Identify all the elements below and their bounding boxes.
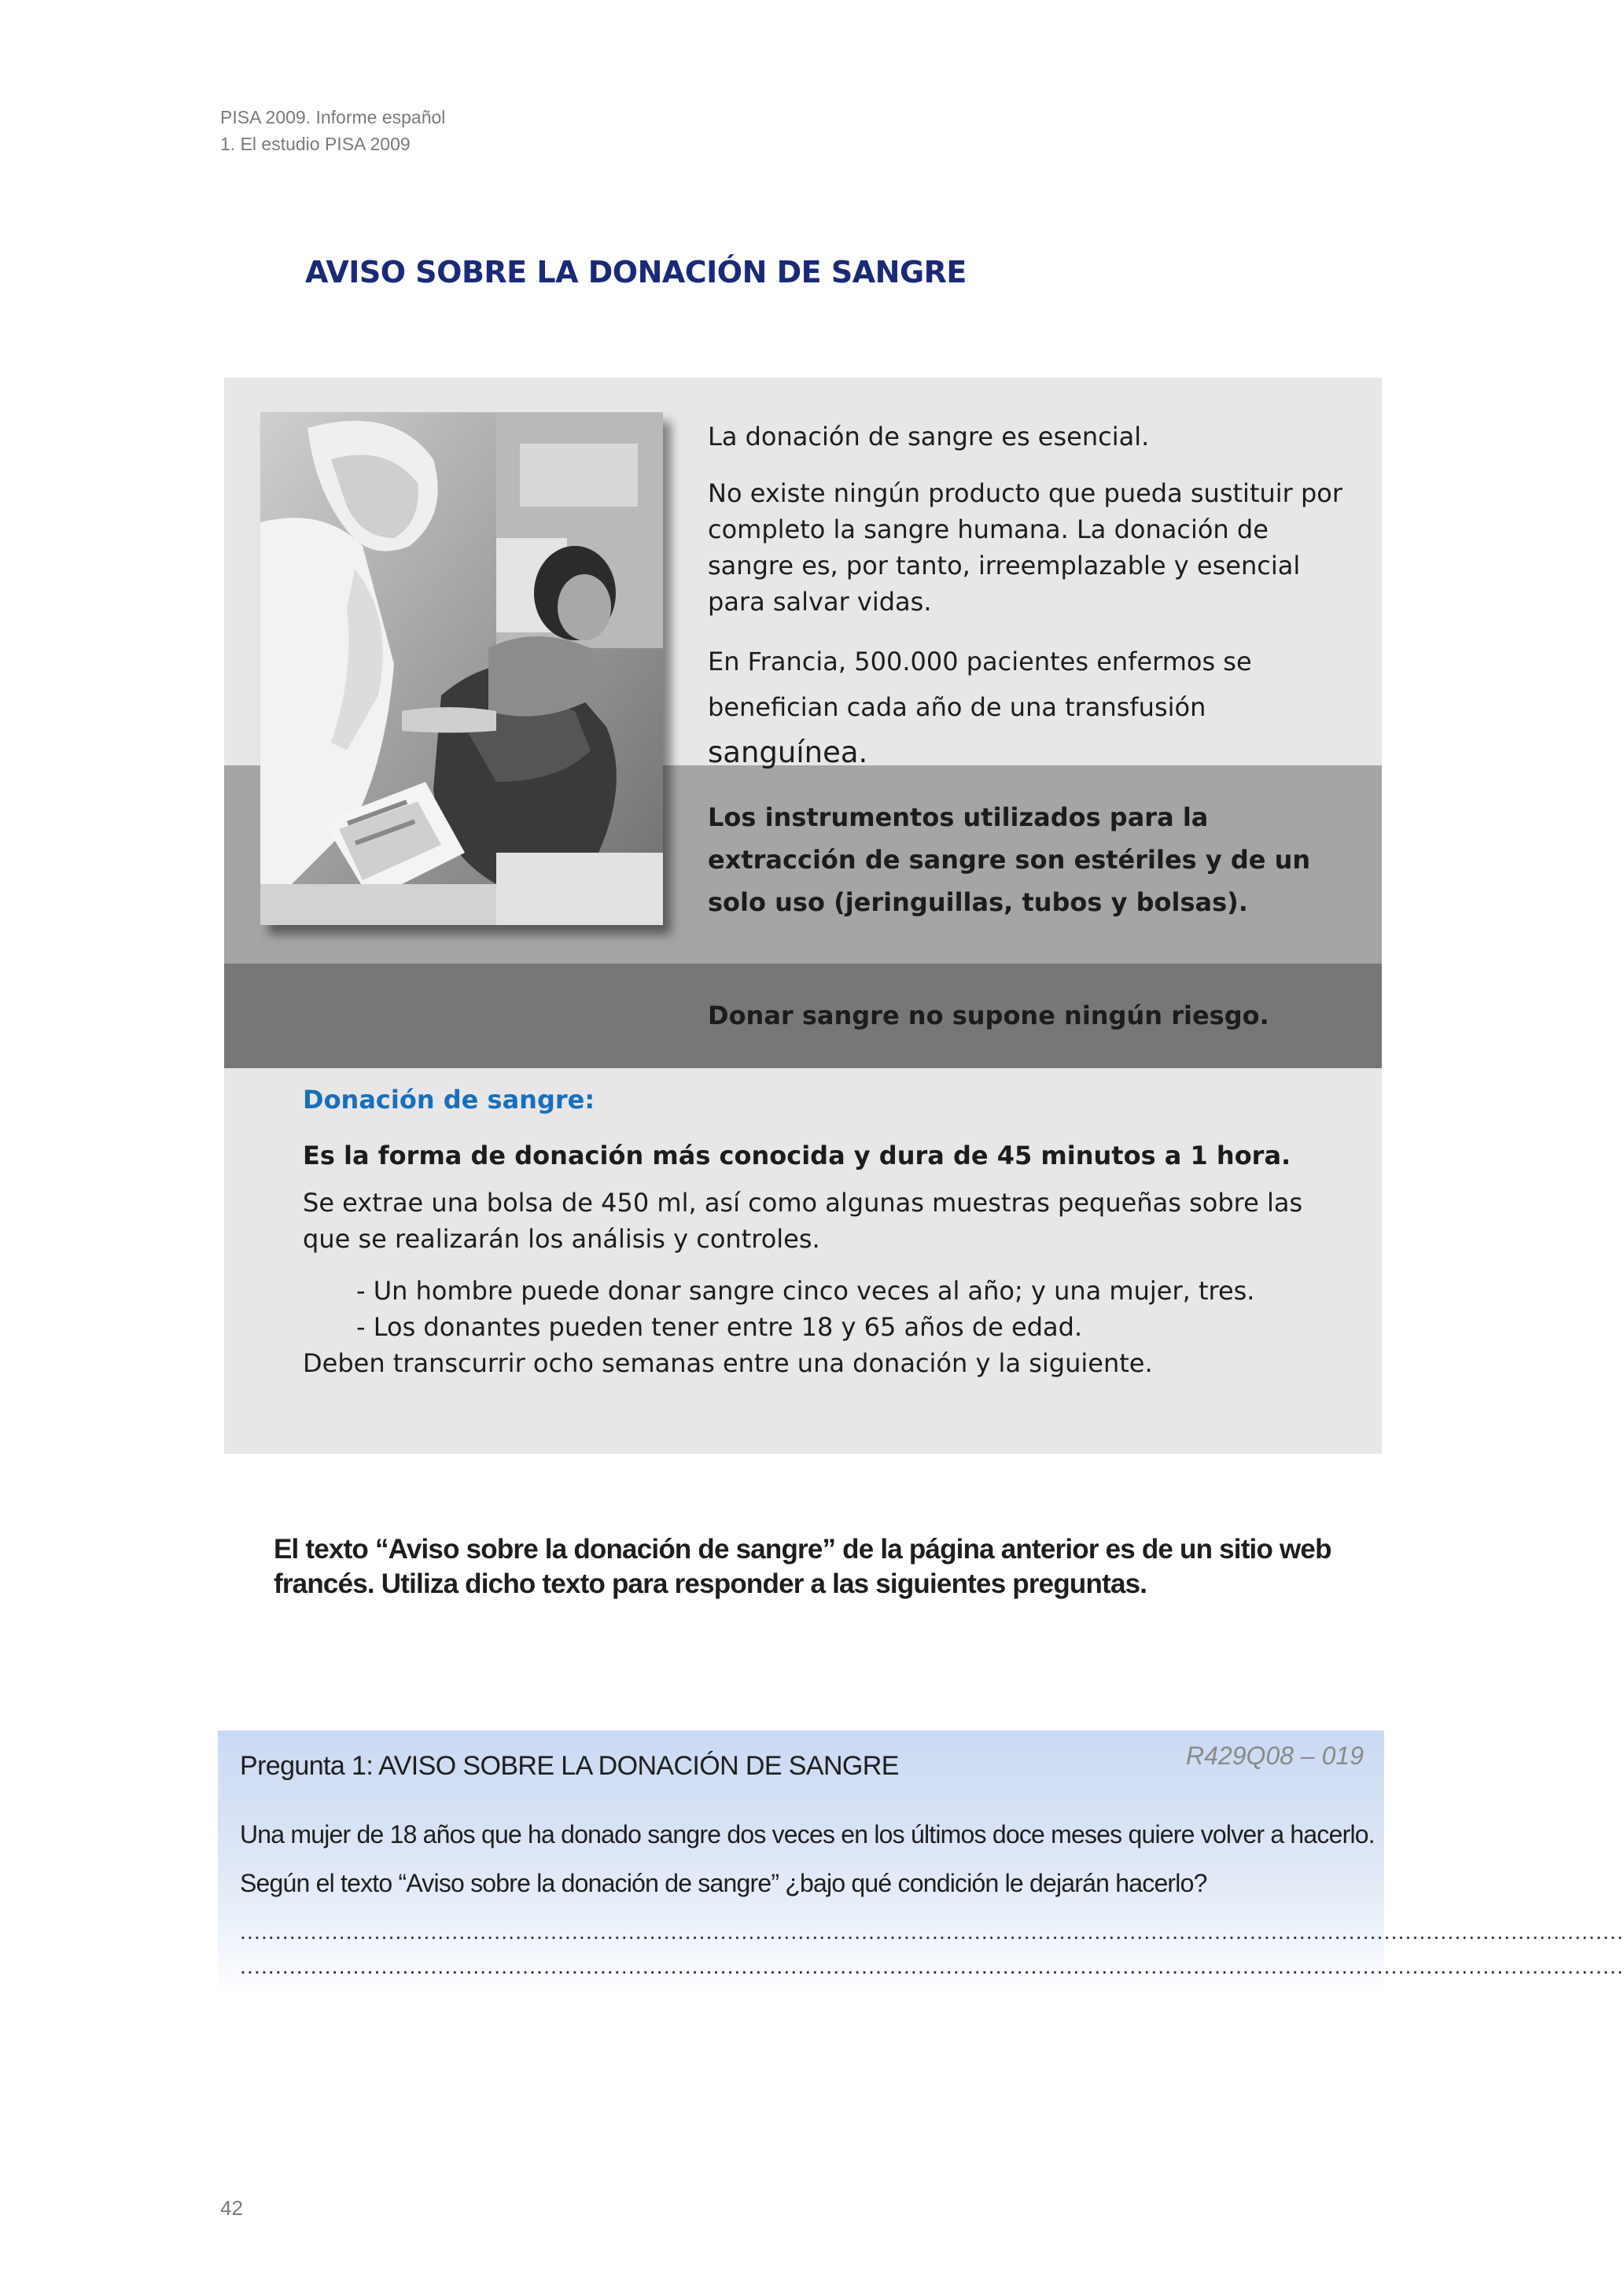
notice-panel — [224, 378, 1382, 1454]
question-line-1: Una mujer de 18 años que ha donado sangre dos veces en los últimos doce meses quiere volver a hacerlo. — [240, 1820, 1375, 1849]
notice-p3-text: En Francia, 500.000 pacientes enfermos se beneﬁcian cada año de una transfusión — [708, 647, 1252, 722]
question-code: R429Q08 – 019 — [1186, 1742, 1364, 1770]
donation-subtitle: Donación de sangre: — [303, 1085, 595, 1115]
donation-photo — [260, 412, 663, 925]
question-line-2: Según el texto “Aviso sobre la donación de sangre” ¿bajo qué condición le dejarán hacerlo? — [240, 1869, 1207, 1897]
donation-lead: Es la forma de donación más conocida y dura de 45 minutos a 1 hora. — [303, 1141, 1291, 1170]
donation-interval: Deben transcurrir ocho semanas entre una donación y la siguiente. — [303, 1348, 1153, 1378]
page-number: 42 — [220, 2196, 243, 2220]
answer-line[interactable]: .................................................................................................................................................................................................... — [240, 1919, 1624, 1944]
instructions: El texto “Aviso sobre la donación de sangre” de la página anterior es de un sitio web francés. Utiliza dicho texto para responder a las siguientes preguntas. — [274, 1534, 1331, 1599]
notice-p2: No existe ningún producto que pueda sustituir por completo la sangre humana. La donación de sangre es, por tanto, irreemplazable y esencial para salvar vidas. — [708, 478, 1343, 617]
header-chapter: 1. El estudio PISA 2009 — [220, 134, 411, 154]
notice-p3 — [708, 639, 1353, 776]
donation-bullet-frequency: - Un hombre puede donar sangre cinco veces al año; y una mujer, tres. — [356, 1276, 1255, 1306]
donation-bullet-age: - Los donantes pueden tener entre 18 y 65 años de edad. — [356, 1312, 1083, 1342]
page-header — [220, 104, 445, 157]
notice-p1: La donación de sangre es esencial. — [708, 422, 1150, 452]
question-title: Pregunta 1: AVISO SOBRE LA DONACIÓN DE SANGRE — [240, 1751, 899, 1781]
notice-p3-emphasis: sanguínea. — [708, 735, 868, 769]
notice-title: AVISO SOBRE LA DONACIÓN DE SANGRE — [305, 255, 967, 289]
question-box — [218, 1731, 1624, 1998]
notice-sterile: Los instrumentos utilizados para la extracción de sangre son estériles y de un solo uso (jeringuillas, tubos y bolsas). — [708, 802, 1311, 917]
notice-no-risk: Donar sangre no supone ningún riesgo. — [708, 1001, 1269, 1030]
donation-paragraph: Se extrae una bolsa de 450 ml, así como algunas muestras pequeñas sobre las que se realizarán los análisis y controles. — [303, 1188, 1303, 1254]
answer-line[interactable]: .................................................................................................................................................................................................... — [240, 1954, 1624, 1978]
header-report-title: PISA 2009. Informe español — [220, 107, 446, 127]
donation-photo-image — [260, 412, 663, 925]
